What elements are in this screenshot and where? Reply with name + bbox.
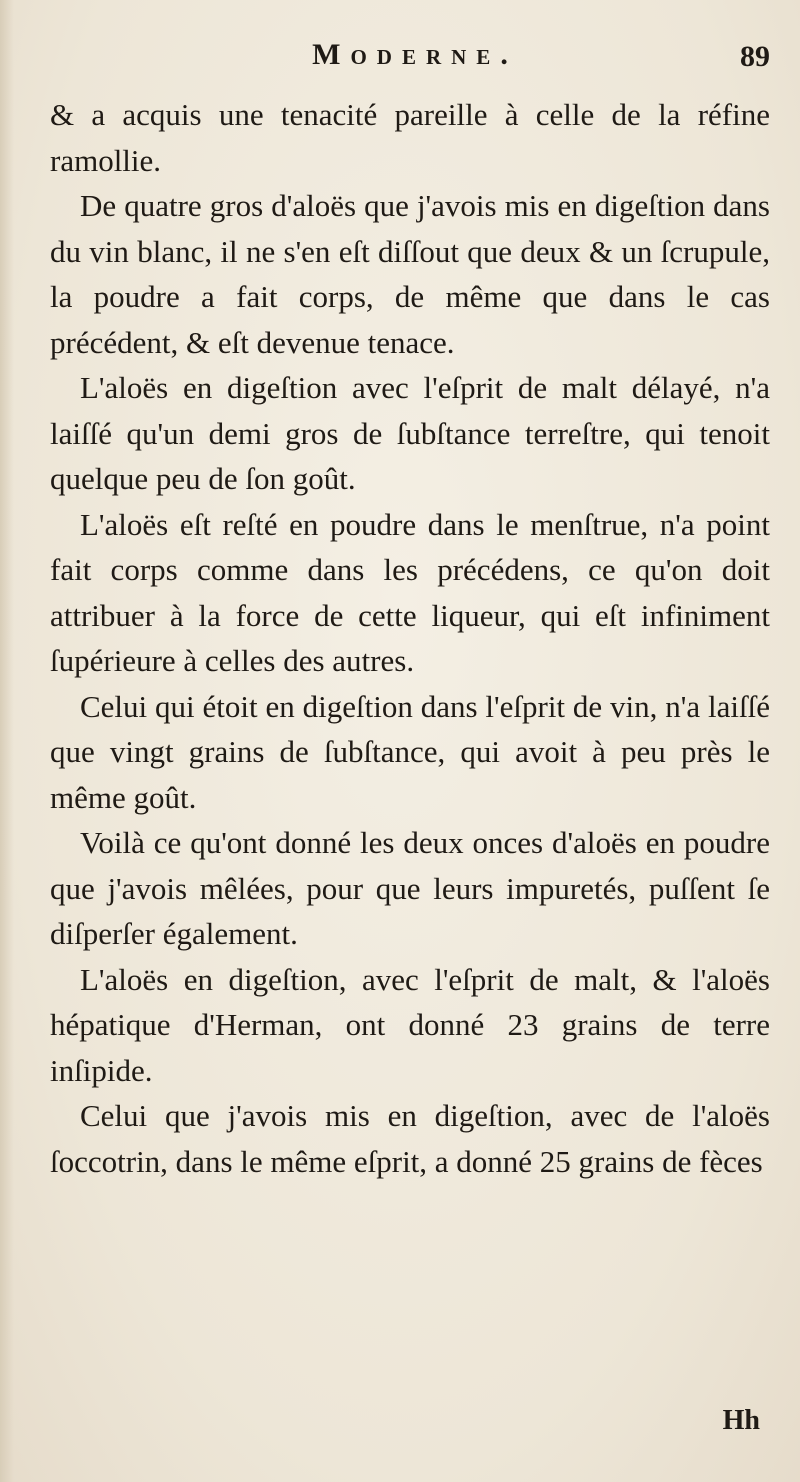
paragraph: Voilà ce qu'ont donné les deux onces d'aloës en poudre que j'avois mêlées, pour que leurs impuretés, puſſent ſe diſperſer également. [50, 825, 770, 951]
paragraph: Celui que j'avois mis en digeſtion, avec de l'aloës ſoccotrin, dans le même eſprit, a donné 25 grains de fèces [50, 1098, 770, 1179]
page-gutter-shadow [0, 0, 14, 1482]
paragraph: & a acquis une tenacité pareille à celle de la réfine ramollie. [50, 97, 770, 178]
paragraph: L'aloës en digeſtion, avec l'eſprit de malt, & l'aloës hépatique d'Herman, ont donné 23 grains de terre inſipide. [50, 961, 770, 1088]
paragraph: L'aloës eſt reſté en poudre dans le menſtrue, n'a point fait corps comme dans les précédens, ce qu'on doit attribuer à la force de cette liqueur, qui eſt infiniment ſupérieure à celles des autres. [50, 506, 770, 678]
running-title: Moderne. [312, 38, 518, 71]
running-head [60, 38, 770, 90]
paragraph: Celui qui étoit en digeſtion dans l'eſprit de vin, n'a laiſſé que vingt grains de ſubſtance, qui avoit à peu près le même goût. [50, 688, 770, 815]
paragraph: De quatre gros d'aloës que j'avois mis en digeſtion dans du vin blanc, il ne s'en eſt diſſout que deux & un ſcrupule, la poudre a fait corps, de même que dans le cas précédent, & eſt devenue tenace. [50, 188, 770, 360]
body-text [50, 92, 770, 1184]
catchword: Hh [722, 1405, 760, 1436]
paragraph: L'aloës en digeſtion avec l'eſprit de malt délayé, n'a laiſſé qu'un demi gros de ſubſtance terreſtre, qui tenoit quelque peu de ſon goût. [50, 370, 770, 496]
page-number: 89 [740, 40, 770, 73]
